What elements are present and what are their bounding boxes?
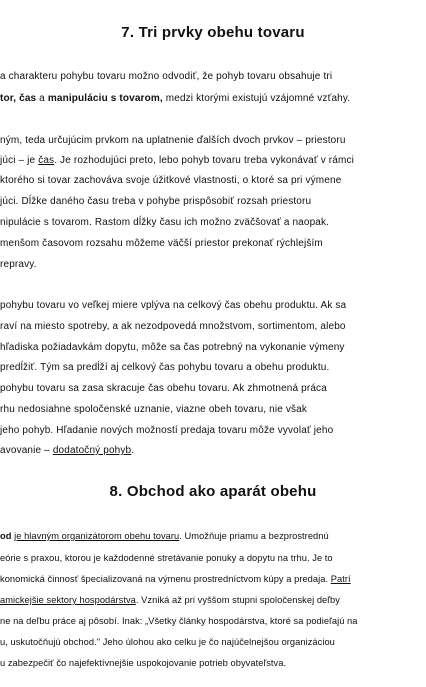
text-line: menšom časovom rozsahu môžeme väčší priestor prekonať rýchlejším: [0, 238, 323, 249]
text-line: hľadiska požiadavkám dopytu, môže sa čas potrebný na vykonanie výmeny: [0, 342, 345, 353]
text-line: u zabezpečiť čo najefektívnejšie uspokojovanie potrieb obyvateľstva.: [0, 658, 287, 668]
link-text: dodatočný pohyb: [52, 445, 132, 456]
section-title-7: 7. Tri prvky obehu tovaru: [121, 24, 305, 41]
text-line: a charakteru pohybu tovaru možno odvodiť, že pohyb tovaru obsahuje tri: [0, 71, 333, 82]
text-line: raví na miesto spotreby, a ak nezodpovedá množstvom, sortimentom, alebo: [0, 321, 346, 332]
text-line: ne na deľbu práce aj pôsobí. Inak: „Všetky články hospodárstva, ktoré sa podieľajú na: [0, 616, 358, 626]
text-line: jeho pohyb. Hľadanie nových možností predaja tovaru môže vyvolať jeho: [0, 425, 334, 436]
text-line: konomická činnosť špecializovaná na výmenu prostredníctvom kúpy a predaja. Patrí: [0, 574, 351, 584]
text-line: ktorého si tovar zachováva svoje úžitkové vlastnosti, o ktoré sa pri výmene: [0, 175, 342, 186]
text-line: od je hlavným organizátorom obehu tovaru. Umožňuje priamu a bezprostrednú: [0, 531, 329, 541]
text-line: repravy.: [0, 259, 37, 270]
text-line: pohybu tovaru vo veľkej miere vplýva na celkový čas obehu produktu. Ak sa: [0, 300, 347, 311]
text-line: avovanie – dodatočný pohyb.: [0, 445, 135, 456]
text-line: júci. Dĺžke daného času treba v pohybe prispôsobiť rozsah priestoru: [0, 196, 312, 207]
text-line: rhu nedosiahne spoločenské uznanie, viazne obeh tovaru, nie však: [0, 404, 308, 415]
text-line: u, uskutočňujú obchod." Jeho úlohou ako celku je čo najúčelnejšou organizáciou: [0, 637, 335, 647]
text-line: júci – je čas. Je rozhodujúci preto, lebo pohyb tovaru treba vykonávať v rámci: [0, 155, 354, 166]
text-line: ným, teda určujúcim prvkom na uplatnenie ďalších dvoch prvkov – priestoru: [0, 135, 346, 146]
text-line: nipulácie s tovarom. Rastom dĺžky času ich možno zväčšovať a naopak.: [0, 217, 330, 228]
text-line: pohybu tovaru sa zasa skracuje čas obehu tovaru. Ak zhmotnená práca: [0, 383, 327, 394]
text-line: predĺžiť. Tým sa predĺží aj celkový čas pohybu tovaru a obehu produktu.: [0, 362, 330, 373]
text-line: amickejšie sektory hospodárstva. Vzniká až pri vyššom stupni spoločenskej deľby: [0, 595, 340, 605]
section-title-8: 8. Obchod ako aparát obehu: [109, 483, 317, 500]
text-line: eórie s praxou, ktorou je každodenné stretávanie ponuky a dopytu na trhu. Je to: [0, 553, 333, 563]
text-line: tor, čas a manipuláciu s tovarom, medzi ktorými existujú vzájomné vzťahy.: [0, 93, 351, 104]
